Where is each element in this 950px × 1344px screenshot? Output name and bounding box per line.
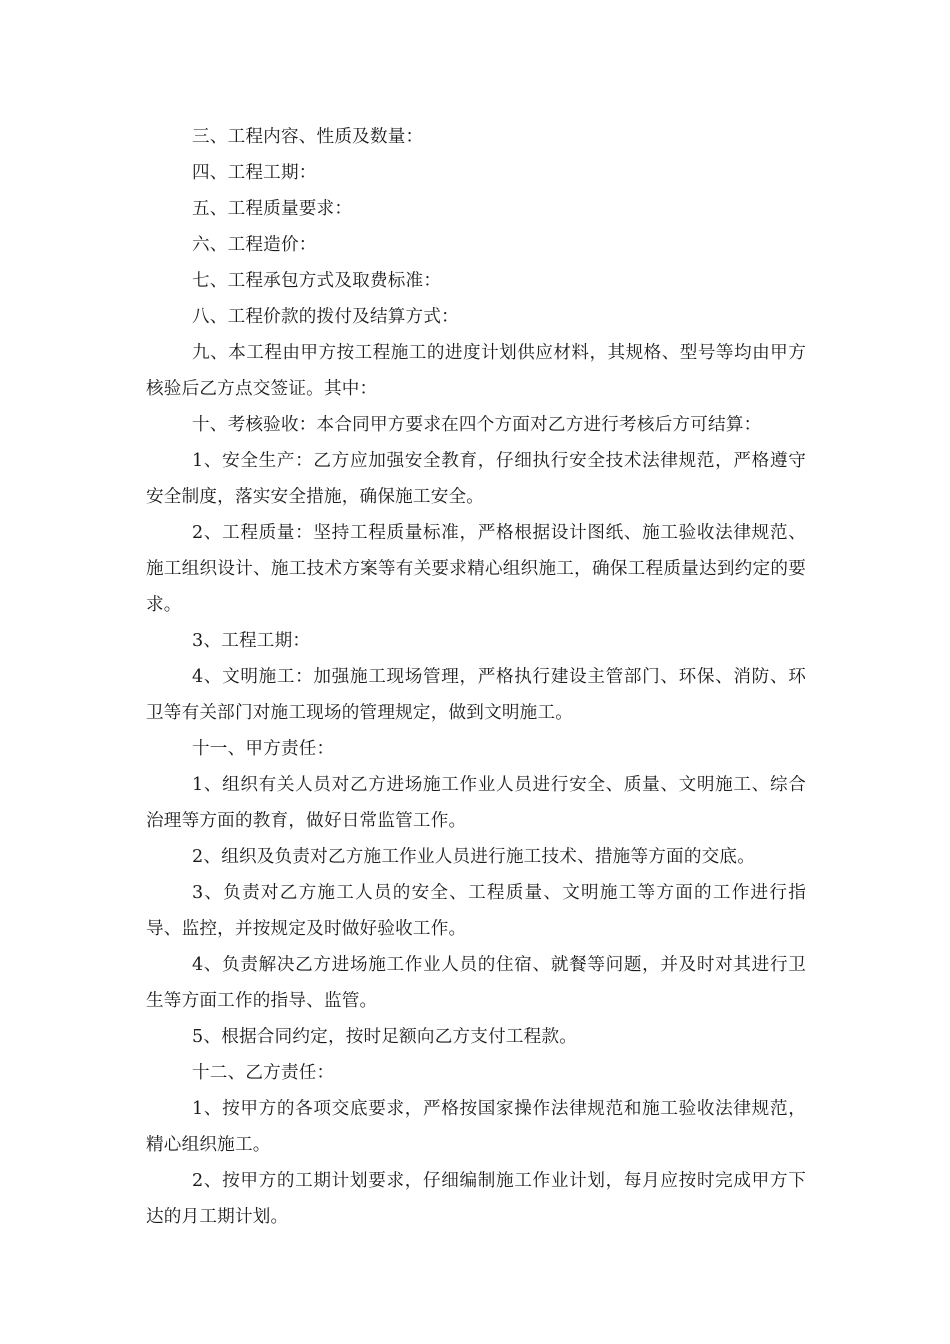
clause-8-payment: 八、工程价款的拨付及结算方式： [192, 307, 459, 327]
clause-10-item-2-quality: 2、工程质量：坚持工程质量标准，严格根据设计图纸、施工验收法律规范、施工组织设计、施工技术方案等有关要求精心组织施工，确保工程质量达到约定的要求。 [146, 523, 806, 615]
clause-10-item-3-duration: 3、工程工期： [192, 631, 311, 651]
clause-11-item-5: 5、根据合同约定，按时足额向乙方支付工程款。 [192, 1027, 578, 1047]
clause-6-cost: 六、工程造价： [192, 235, 317, 255]
clause-11-item-2: 2、组织及负责对乙方施工作业人员进行施工技术、措施等方面的交底。 [192, 847, 756, 867]
clause-10-item-1-safety: 1、安全生产：乙方应加强安全教育，仔细执行安全技术法律规范，严格遵守安全制度，落实安全措施，确保施工安全。 [146, 451, 806, 507]
clause-7-contract-method: 七、工程承包方式及取费标准： [192, 271, 442, 291]
document-body [146, 119, 806, 1235]
clause-10-item-4-civilized: 4、文明施工：加强施工现场管理，严格执行建设主管部门、环保、消防、环卫等有关部门对施工现场的管理规定，做到文明施工。 [146, 667, 806, 723]
clause-3-scope: 三、工程内容、性质及数量： [192, 127, 424, 147]
clause-12-item-2: 2、按甲方的工期计划要求，仔细编制施工作业计划，每月应按时完成甲方下达的月工期计划。 [146, 1171, 806, 1227]
clause-11-party-a: 十一、甲方责任： [192, 739, 335, 759]
clause-11-item-4: 4、负责解决乙方进场施工作业人员的住宿、就餐等问题，并及时对其进行卫生等方面工作的指导、监管。 [146, 955, 806, 1011]
clause-4-duration: 四、工程工期： [192, 163, 317, 183]
clause-12-party-b: 十二、乙方责任： [192, 1063, 335, 1083]
clause-11-item-3: 3、负责对乙方施工人员的安全、工程质量、文明施工等方面的工作进行指导、监控，并按规定及时做好验收工作。 [146, 883, 806, 939]
clause-12-item-1: 1、按甲方的各项交底要求，严格按国家操作法律规范和施工验收法律规范，精心组织施工。 [146, 1099, 806, 1155]
clause-11-item-1: 1、组织有关人员对乙方进场施工作业人员进行安全、质量、文明施工、综合治理等方面的教育，做好日常监管工作。 [146, 775, 806, 831]
clause-10-acceptance: 十、考核验收：本合同甲方要求在四个方面对乙方进行考核后方可结算： [192, 415, 762, 435]
clause-9-materials: 九、本工程由甲方按工程施工的进度计划供应材料，其规格、型号等均由甲方核验后乙方点交签证。其中： [146, 343, 806, 399]
clause-5-quality: 五、工程质量要求： [192, 199, 353, 219]
